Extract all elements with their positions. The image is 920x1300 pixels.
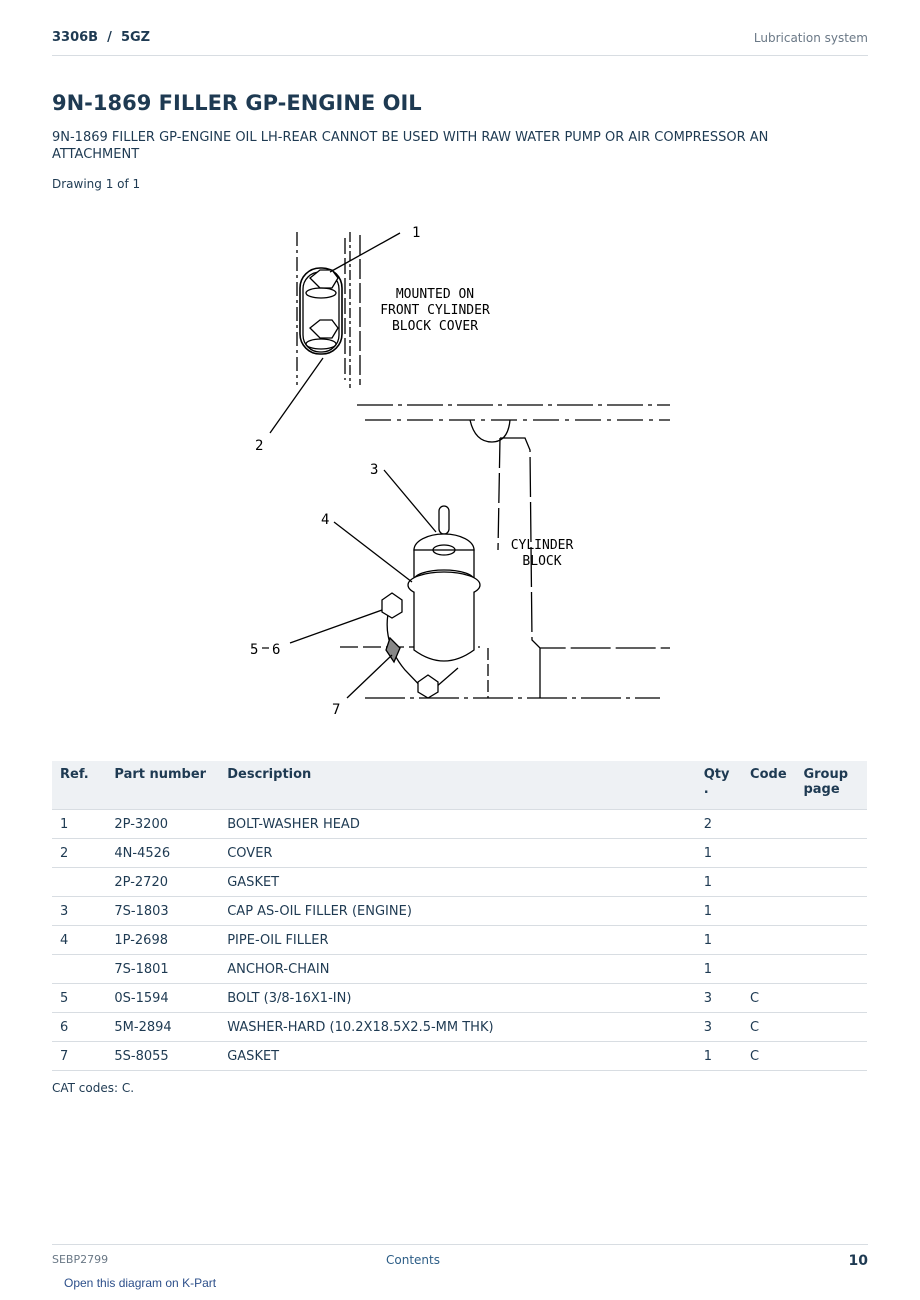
row-group-page (795, 1013, 867, 1042)
page-title: 9N-1869 FILLER GP-ENGINE OIL (52, 91, 422, 115)
row-code (742, 810, 795, 839)
row-group-page (795, 897, 867, 926)
cover-assembly (297, 232, 360, 388)
page-number: 10 (848, 1253, 868, 1269)
parts-diagram (240, 220, 680, 720)
col-group-page: Group page (795, 761, 867, 810)
callout-3: 3 (370, 462, 379, 478)
row-ref: 5 (52, 984, 106, 1013)
row-qty: 2 (696, 810, 742, 839)
section-name: Lubrication system (753, 31, 868, 45)
contents-link[interactable]: Contents (386, 1253, 440, 1267)
block-label-line2: BLOCK (522, 554, 562, 569)
col-code: Code (742, 761, 795, 810)
row-ref: 3 (52, 897, 106, 926)
row-part-number: 4N-4526 (106, 839, 219, 868)
drawing-label: Drawing 1 of 1 (52, 177, 141, 191)
row-ref: 6 (52, 1013, 106, 1042)
row-qty: 1 (696, 868, 742, 897)
cat-codes-note: CAT codes: C. (52, 1081, 135, 1095)
row-description: CAP AS-OIL FILLER (ENGINE) (219, 897, 696, 926)
row-ref (52, 868, 106, 897)
table-row (52, 1042, 867, 1071)
row-group-page (795, 926, 867, 955)
row-description: BOLT (3/8-16X1-IN) (219, 984, 696, 1013)
row-ref: 1 (52, 810, 106, 839)
callout-7: 7 (332, 702, 341, 718)
row-group-page (795, 984, 867, 1013)
col-description: Description (219, 761, 696, 810)
document-id: SEBP2799 (52, 1253, 109, 1266)
kpart-link[interactable]: Open this diagram on K-Part (64, 1276, 217, 1290)
table-row (52, 810, 867, 839)
row-part-number: 2P-2720 (106, 868, 219, 897)
row-description: GASKET (219, 868, 696, 897)
row-group-page (795, 810, 867, 839)
row-description: GASKET (219, 1042, 696, 1071)
col-qty: Qty . (696, 761, 742, 810)
row-part-number: 5M-2894 (106, 1013, 219, 1042)
row-code: C (742, 1013, 795, 1042)
row-code: C (742, 1042, 795, 1071)
row-code (742, 868, 795, 897)
row-code: C (742, 984, 795, 1013)
row-description: WASHER-HARD (10.2X18.5X2.5-MM THK) (219, 1013, 696, 1042)
row-part-number: 7S-1803 (106, 897, 219, 926)
row-description: BOLT-WASHER HEAD (219, 810, 696, 839)
table-row (52, 868, 867, 897)
row-ref: 7 (52, 1042, 106, 1071)
col-ref: Ref. (52, 761, 106, 810)
row-description: PIPE-OIL FILLER (219, 926, 696, 955)
row-part-number: 1P-2698 (106, 926, 219, 955)
row-code (742, 897, 795, 926)
row-qty: 1 (696, 839, 742, 868)
callout-2: 2 (255, 438, 264, 454)
block-label-line1: CYLINDER (510, 538, 574, 553)
table-row (52, 955, 867, 984)
col-part-number: Part number (106, 761, 219, 810)
page-footer (52, 1244, 868, 1275)
page-header (52, 28, 868, 56)
table-row (52, 926, 867, 955)
page-subtitle: 9N-1869 FILLER GP-ENGINE OIL LH-REAR CANNOT BE USED WITH RAW WATER PUMP OR AIR COMPRESSOR AN ATTACHMENT (52, 130, 769, 162)
parts-table (52, 761, 867, 1071)
row-qty: 3 (696, 1013, 742, 1042)
row-code (742, 839, 795, 868)
callout-1: 1 (412, 225, 421, 241)
callout-4: 4 (321, 512, 330, 528)
row-ref: 4 (52, 926, 106, 955)
row-part-number: 5S-8055 (106, 1042, 219, 1071)
row-code (742, 955, 795, 984)
table-row (52, 984, 867, 1013)
row-ref (52, 955, 106, 984)
callout-5: 5 (250, 642, 259, 658)
row-qty: 1 (696, 897, 742, 926)
mounted-label-line3: BLOCK COVER (391, 319, 479, 334)
table-row (52, 839, 867, 868)
row-group-page (795, 868, 867, 897)
row-group-page (795, 1042, 867, 1071)
table-row (52, 897, 867, 926)
row-qty: 1 (696, 926, 742, 955)
row-group-page (795, 955, 867, 984)
row-qty: 3 (696, 984, 742, 1013)
callout-6: 6 (272, 642, 281, 658)
row-part-number: 0S-1594 (106, 984, 219, 1013)
row-qty: 1 (696, 955, 742, 984)
row-group-page (795, 839, 867, 868)
row-description: COVER (219, 839, 696, 868)
row-description: ANCHOR-CHAIN (219, 955, 696, 984)
row-qty: 1 (696, 1042, 742, 1071)
row-part-number: 7S-1801 (106, 955, 219, 984)
mounted-label-line2: FRONT CYLINDER (380, 303, 490, 318)
table-row (52, 1013, 867, 1042)
parts-table-header (52, 761, 867, 810)
row-code (742, 926, 795, 955)
row-ref: 2 (52, 839, 106, 868)
mounted-label-line1: MOUNTED ON (395, 287, 475, 302)
oil-filler-assembly (382, 506, 480, 698)
model-breadcrumb: 3306B / 5GZ (52, 30, 151, 45)
row-part-number: 2P-3200 (106, 810, 219, 839)
